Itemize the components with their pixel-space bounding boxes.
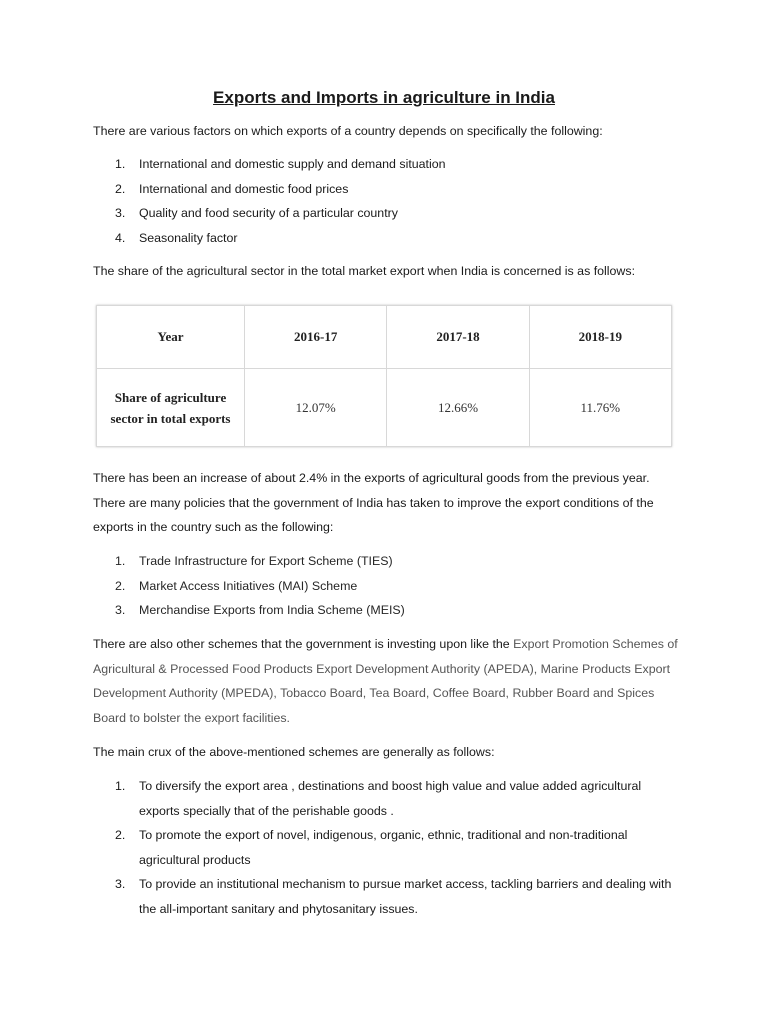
- list-item: [93, 872, 683, 921]
- intro-paragraph: There are various factors on which exports of a country depends on specifically the following:: [93, 124, 603, 138]
- list-number: 3.: [115, 877, 126, 891]
- list-text: To diversify the export area , destinations and boost high value and value added agricultural exports specially that of the perishable goods .: [139, 779, 642, 818]
- list-text: International and domestic food prices: [139, 181, 349, 196]
- table-header-cell: Year: [97, 306, 245, 369]
- list-number: 1.: [115, 554, 126, 568]
- list-item: [93, 574, 683, 599]
- list-number: 1.: [115, 157, 126, 171]
- factors-list: [93, 152, 683, 250]
- table-cell: 12.07%: [245, 369, 387, 447]
- list-item: [93, 774, 683, 823]
- table-header-cell: 2018-19: [529, 306, 671, 369]
- other-schemes-text-gray: Export Promotion Schemes of Agricultural & Processed Food Products Export Development Authority (APEDA), Marine Products Export Development Authority (MPEDA), Tobacco Board, Tea Board, Coffee Board, Rubber Board and Spices Board to bolster the export facilities.: [93, 637, 678, 725]
- list-text: Trade Infrastructure for Export Scheme (TIES): [139, 554, 393, 568]
- list-item: [93, 549, 683, 574]
- increase-paragraph: There has been an increase of about 2.4% in the exports of agricultural goods from the previous year. There are many policies that the government of India has taken to improve the export conditions of the exports in the country such as the following:: [93, 471, 654, 534]
- list-item: [93, 226, 683, 251]
- list-number: 3.: [115, 603, 126, 617]
- list-text: To promote the export of novel, indigenous, organic, ethnic, traditional and non-traditional agricultural products: [139, 828, 628, 867]
- list-item: [93, 823, 683, 872]
- list-text: Market Access Initiatives (MAI) Scheme: [139, 578, 358, 593]
- list-item: [93, 598, 683, 623]
- table-row-label: [97, 369, 245, 447]
- crux-list: [93, 774, 683, 921]
- list-number: 2.: [115, 828, 126, 842]
- list-number: 2.: [115, 578, 126, 593]
- row-label-line: sector in total exports: [110, 410, 231, 426]
- list-number: 1.: [115, 779, 126, 793]
- table-header-cell: 2016-17: [245, 306, 387, 369]
- agri-share-table: [96, 305, 672, 447]
- list-item: [93, 177, 683, 202]
- table-cell: 11.76%: [529, 369, 671, 447]
- list-item: [93, 152, 683, 177]
- crux-intro-paragraph: The main crux of the above-mentioned schemes are generally as follows:: [93, 745, 495, 759]
- list-text: Seasonality factor: [139, 230, 238, 245]
- other-schemes-paragraph: [93, 632, 683, 730]
- list-text: Merchandise Exports from India Scheme (MEIS): [139, 603, 405, 617]
- table-cell: 12.66%: [387, 369, 529, 447]
- row-label-line: Share of agriculture: [114, 389, 227, 405]
- list-number: 2.: [115, 181, 126, 196]
- table-header-cell: 2017-18: [387, 306, 529, 369]
- policies-list: [93, 549, 683, 623]
- table-header-row: [97, 306, 672, 369]
- list-item: [93, 201, 683, 226]
- list-number: 4.: [115, 230, 126, 245]
- list-text: International and domestic supply and demand situation: [139, 157, 446, 171]
- share-intro-paragraph: The share of the agricultural sector in the total market export when India is concerned is as follows:: [93, 264, 636, 278]
- list-text: To provide an institutional mechanism to pursue market access, tackling barriers and dealing with the all-important sanitary and phytosanitary issues.: [139, 877, 672, 916]
- other-schemes-text: There are also other schemes that the government is investing upon like the: [93, 637, 514, 651]
- list-text: Quality and food security of a particular country: [139, 206, 398, 220]
- list-number: 3.: [115, 206, 126, 220]
- table-row: [97, 369, 672, 447]
- page-title: Exports and Imports in agriculture in India: [213, 88, 555, 107]
